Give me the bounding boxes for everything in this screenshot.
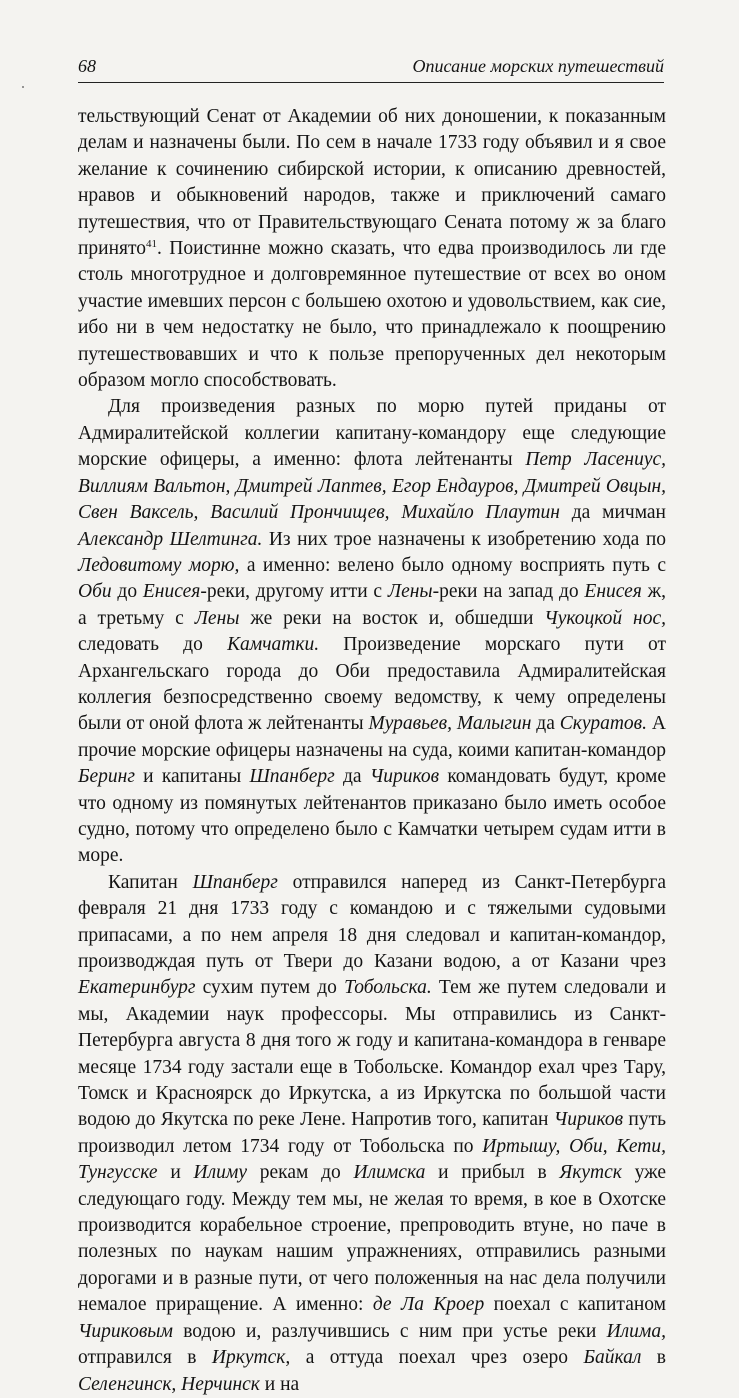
- text-run: и: [157, 1162, 194, 1184]
- page-number: 68: [78, 56, 96, 76]
- text-run: отправился в: [78, 1347, 212, 1369]
- italic-name: Илима,: [606, 1320, 666, 1342]
- paragraph: [78, 394, 666, 869]
- page-header: [78, 52, 664, 83]
- text-run: путь производил летом 1734 году от Тобольска по: [78, 1109, 666, 1157]
- text-run: да: [531, 713, 560, 735]
- italic-name: Оби: [78, 581, 112, 603]
- italic-name: Чукоцкой нос,: [544, 607, 667, 629]
- italic-name: де Ла Кроер: [372, 1294, 485, 1316]
- text-run: -реки на запад до: [432, 581, 585, 603]
- text-run: а оттуда поехал чрез озеро: [290, 1347, 584, 1369]
- italic-name: Илимска: [353, 1162, 426, 1184]
- footnote-ref: 41: [146, 238, 158, 251]
- italic-name: Якутск: [559, 1162, 622, 1184]
- italic-name: Тобольска.: [344, 977, 432, 999]
- italic-name: Александр Шелтинга.: [78, 528, 263, 550]
- paragraph: [78, 870, 666, 1398]
- text-run: и капитаны: [134, 766, 250, 788]
- text-run: же реки на восток и, обшедши: [239, 607, 545, 629]
- text-run: А прочие морские офицеры назначены на суда, коими капитан-командор: [78, 713, 667, 761]
- text-run: -реки, другому итти с: [200, 581, 388, 603]
- italic-name: Шпанберг: [192, 871, 278, 893]
- italic-name: Шпанберг: [249, 766, 335, 788]
- italic-name: Енисея: [584, 581, 642, 603]
- paragraph: [78, 104, 666, 394]
- italic-name: Ледовитому морю,: [78, 554, 240, 576]
- italic-name: Чириков: [553, 1109, 624, 1131]
- text-run: отправился наперед из Санкт-Петербурга февраля 21 дня 1733 году с командою и с тяжелыми судовыми припасами, а по нем апреля 18 дня следовал и капитан-командор, производждая путь от Твери до Казани водою, а от Казани чрез: [78, 871, 666, 972]
- text-run: Для произведения разных по морю путей приданы от Адмиралитейской коллегии капитану-командору еще следующие морские офицеры, а именно: флота лейтенанты: [78, 396, 666, 471]
- text-run: тельствующий Сенат от Академии об них доношении, к показанным делам и назначены были. По сем в начале 1733 году объявил и я свое желание к сочинению сибирской истории, к описанию древностей, нравов и обыкновений народов, также и приключений самаго путешествия, что от Правительствующаго Сената потому ж за благо принято: [78, 106, 666, 260]
- italic-name: Скуратов.: [559, 713, 647, 735]
- italic-name: Лены: [194, 607, 240, 629]
- italic-name: Петр Ласениус, Виллиям Вальтон, Дмитрей Лаптев, Егор Ендауров, Дмитрей Овцын, Свен Ваксель, Василий Прончищев, Михайло Плаутин: [78, 449, 666, 524]
- italic-name: Лены: [387, 581, 433, 603]
- text-run: уже следующаго году. Между тем мы, не желая то время, в кое в Охотске производится корабельное строение, препроводить втуне, но паче в полезных по наукам нашим упражнениях, отправились разными дорогами и в разные пути, от чего положенныя на нас дела получили немалое приращение. А именно:: [78, 1162, 666, 1316]
- italic-name: Камчатки.: [227, 634, 320, 656]
- text-run: . Поистинне можно сказать, что едва производилось ли где столь многотрудное и долговремянное путешествие от всех во оном участие имевших персон с большею охотою и удовольствием, как сие, ибо ни в чем недостатку не было, что принадлежало к поощрению путешествовавших и что к пользе препорученных дел некоторым образом могло способствовать.: [78, 238, 666, 392]
- text-run: командовать будут, кроме что одному из помянутых лейтенантов приказано было иметь особое судно, потому что определено было с Камчатки четырем судам итти в море.: [78, 766, 666, 867]
- text-run: ж, а третьму с: [78, 581, 667, 629]
- italic-name: Екатеринбург: [78, 977, 196, 999]
- text-run: да: [334, 766, 370, 788]
- text-run: рекам до: [246, 1162, 354, 1184]
- italic-name: Чириков: [369, 766, 440, 788]
- text-run: водою и, разлучившись с ним при устье реки: [172, 1320, 607, 1342]
- italic-name: Байкал: [583, 1347, 642, 1369]
- text-run: и на: [259, 1373, 300, 1395]
- body-text: [78, 104, 666, 1398]
- text-run: в: [641, 1347, 667, 1369]
- italic-name: Муравьев, Малыгин: [368, 713, 532, 735]
- italic-name: Илиму: [193, 1162, 247, 1184]
- italic-name: Енисея: [142, 581, 201, 603]
- text-run: следовать до: [78, 634, 228, 656]
- text-run: а именно: велено было одному восприять путь с: [239, 554, 666, 576]
- italic-name: Иртышу, Оби, Кети, Тунгусске: [78, 1135, 666, 1184]
- text-run: и прибыл в: [425, 1162, 560, 1184]
- italic-name: Беринг: [78, 766, 135, 788]
- text-run: поехал с капитаном: [484, 1294, 667, 1316]
- scan-speck: [22, 86, 24, 88]
- text-run: Тем же путем следовали и мы, Академии наук профессоры. Мы отправились из Санкт-Петербурга августа 8 дня того ж году и капитана-командора в генваре месяце 1734 году застали еще в Тобольске. Командор ехал чрез Тару, Томск и Красноярск до Иркутска, а из Иркутска по большой части водою до Якутска по реке Лене. Напротив того, капитан: [78, 977, 666, 1131]
- text-run: сухим путем до: [195, 977, 345, 999]
- running-title: Описание морских путешествий: [412, 56, 664, 76]
- text-run: Произведение морскаго пути от Архангельскаго города до Оби предоставила Адмиралитейская коллегия безпосредственно своему ведомству, к чему определены были от оной флота ж лейтенанты: [78, 634, 666, 735]
- text-run: да мичман: [559, 502, 666, 524]
- italic-name: Чириковым: [78, 1320, 173, 1342]
- italic-name: Селенгинск, Нерчинск: [78, 1373, 260, 1395]
- text-run: Капитан: [108, 871, 193, 893]
- text-run: Из них трое назначены к изобретению хода по: [262, 528, 667, 550]
- text-run: до: [111, 581, 143, 603]
- italic-name: Иркутск,: [211, 1347, 291, 1369]
